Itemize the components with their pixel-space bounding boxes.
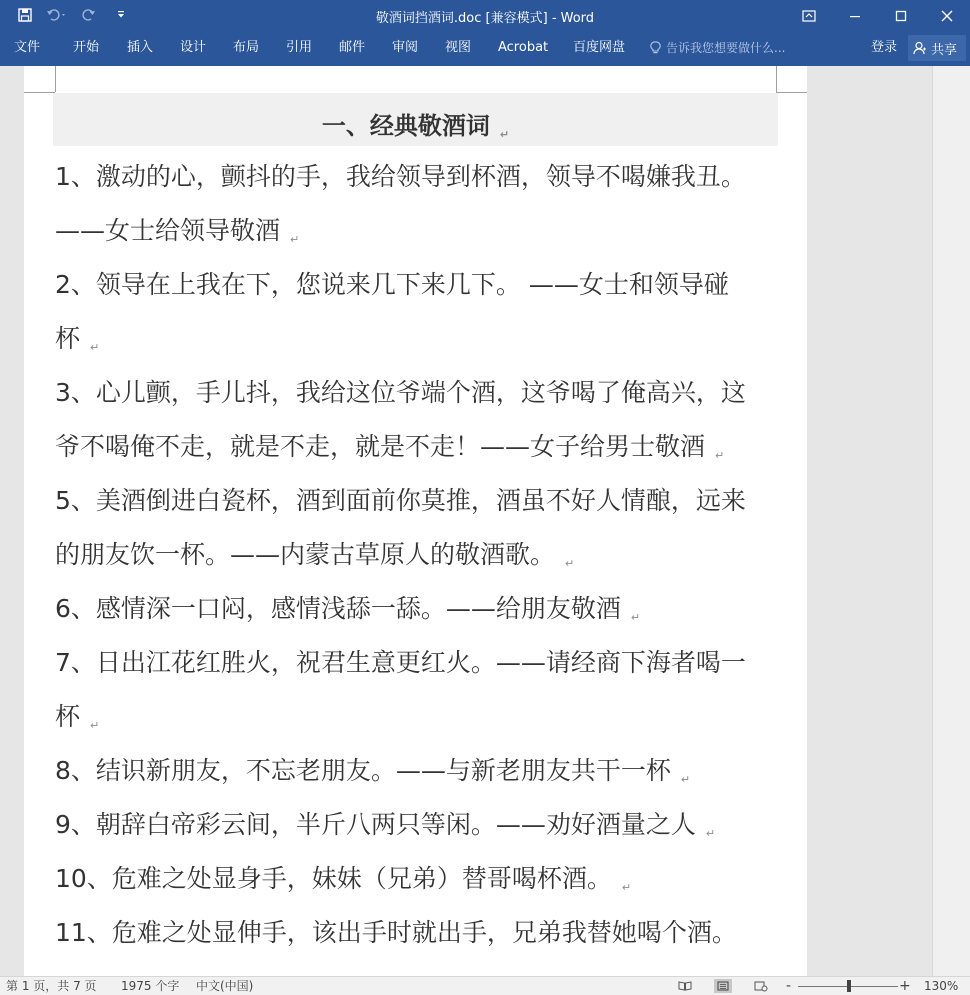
tab-home[interactable]: 开始 [73,40,100,55]
line-text: 3、心儿颤，手儿抖，我给这位爷端个酒，这爷喝了俺高兴，这 [55,378,746,407]
tab-file[interactable]: 文件 [14,40,41,55]
document-line[interactable] [55,810,715,840]
tell-me-box[interactable] [650,37,785,59]
language-indicator[interactable]: 中文(中国) [196,979,254,993]
redo-icon[interactable] [76,4,102,26]
lightbulb-icon [650,41,661,55]
document-line[interactable] [55,756,690,786]
login-link[interactable]: 登录 [871,40,898,55]
line-text: 2、领导在上我在下，您说来几下来几下。 ——女士和领导碰 [55,270,729,299]
print-layout-icon[interactable] [714,979,732,993]
document-line[interactable] [55,270,729,300]
line-text: 爷不喝俺不走，就是不走，就是不走！——女子给男士敬酒 [55,432,706,461]
undo-icon[interactable] [44,4,70,26]
paragraph-mark: ↵ [90,341,100,354]
paragraph-mark: ↵ [630,611,641,624]
word-count[interactable]: 1975 个字 [121,979,180,993]
document-line[interactable] [55,486,746,516]
document-line[interactable] [55,540,574,570]
line-text: 5、美酒倒进白瓷杯，酒到面前你莫推，酒虽不好人情酿，远来 [55,486,746,515]
minimize-icon[interactable] [832,0,878,32]
tab-baidu-netdisk[interactable]: 百度网盘 [573,40,626,55]
quick-access-toolbar [12,4,134,26]
paragraph-mark: ↵ [565,557,575,570]
person-icon [913,41,927,55]
line-text: 9、朝辞白帝彩云间，半斤八两只等闲。——劝好酒量之人 [55,810,696,839]
paragraph-mark: ↵ [499,128,510,141]
tab-insert[interactable]: 插入 [127,40,154,55]
document-line[interactable] [55,378,746,408]
paragraph-mark: ↵ [705,827,716,840]
line-text: 杯 [55,702,81,731]
read-mode-icon[interactable] [676,979,694,993]
close-icon[interactable] [924,0,970,32]
document-line[interactable] [55,216,299,246]
save-icon[interactable] [12,4,38,26]
crop-mark [776,92,807,93]
line-text: 的朋友饮一杯。——内蒙古草原人的敬酒歌。 [55,540,556,569]
document-line[interactable] [55,432,724,462]
paragraph-mark: ↵ [715,449,725,462]
tab-view[interactable]: 视图 [445,40,472,55]
zoom-in-button[interactable]: + [899,978,911,994]
window-title: 敬酒词挡酒词.doc [兼容模式] - Word [375,11,595,26]
zoom-out-button[interactable]: - [786,978,792,994]
line-text: 7、日出江花红胜火，祝君生意更红火。——请经商下海者喝一 [55,648,746,677]
document-line[interactable] [55,702,99,732]
tab-design[interactable]: 设计 [180,40,207,55]
line-text: 1、激动的心，颤抖的手，我给领导到杯酒，领导不喝嫌我丑。 [55,162,746,191]
document-heading[interactable] [53,106,778,141]
window-controls [786,0,970,32]
tab-references[interactable]: 引用 [286,40,313,55]
tell-me-text: 告诉我您想要做什么... [666,41,786,55]
paragraph-mark: ↵ [680,773,691,786]
paragraph-mark: ↵ [90,719,100,732]
web-layout-icon[interactable] [752,979,770,993]
zoom-slider-thumb[interactable] [847,980,851,992]
status-bar [0,976,970,995]
tab-layout[interactable]: 布局 [233,40,260,55]
line-text: 11、危难之处显伸手，该出手时就出手，兄弟我替她喝个酒。 [55,918,737,947]
tab-review[interactable]: 审阅 [392,40,419,55]
line-text: 10、危难之处显身手，妹妹（兄弟）替哥喝杯酒。 [55,864,612,893]
document-line[interactable] [55,162,746,192]
share-label: 共享 [931,42,958,58]
tab-acrobat[interactable]: Acrobat [498,40,549,55]
ribbon-display-icon[interactable] [786,0,832,32]
paragraph-mark: ↵ [290,233,300,246]
crop-mark [55,66,56,92]
paragraph-mark: ↵ [621,881,632,894]
vertical-scrollbar[interactable] [932,66,970,976]
line-text: 8、结识新朋友，不忘老朋友。——与新老朋友共干一杯 [55,756,671,785]
document-area[interactable] [0,66,932,976]
document-line[interactable] [55,324,99,354]
line-text: 杯 [55,324,81,353]
document-line[interactable] [55,918,737,948]
maximize-icon[interactable] [878,0,924,32]
line-text: 6、感情深一口闷，感情浅舔一舔。——给朋友敬酒 [55,594,621,623]
document-line[interactable] [55,648,746,678]
document-line[interactable] [55,594,640,624]
crop-mark [24,92,55,93]
page-count[interactable]: 第 1 页，共 7 页 [6,979,97,993]
ribbon-tabs [0,32,970,66]
share-button[interactable] [908,35,966,61]
crop-mark [776,66,777,92]
document-page[interactable] [24,66,807,976]
zoom-level[interactable]: 130% [924,979,959,993]
line-text: ——女士给领导敬酒 [55,216,281,245]
document-line[interactable] [55,864,631,894]
title-bar [0,0,970,32]
customize-qat-icon[interactable] [108,4,134,26]
tab-mailings[interactable]: 邮件 [339,40,366,55]
heading-text: 一、经典敬酒词 [321,112,490,140]
